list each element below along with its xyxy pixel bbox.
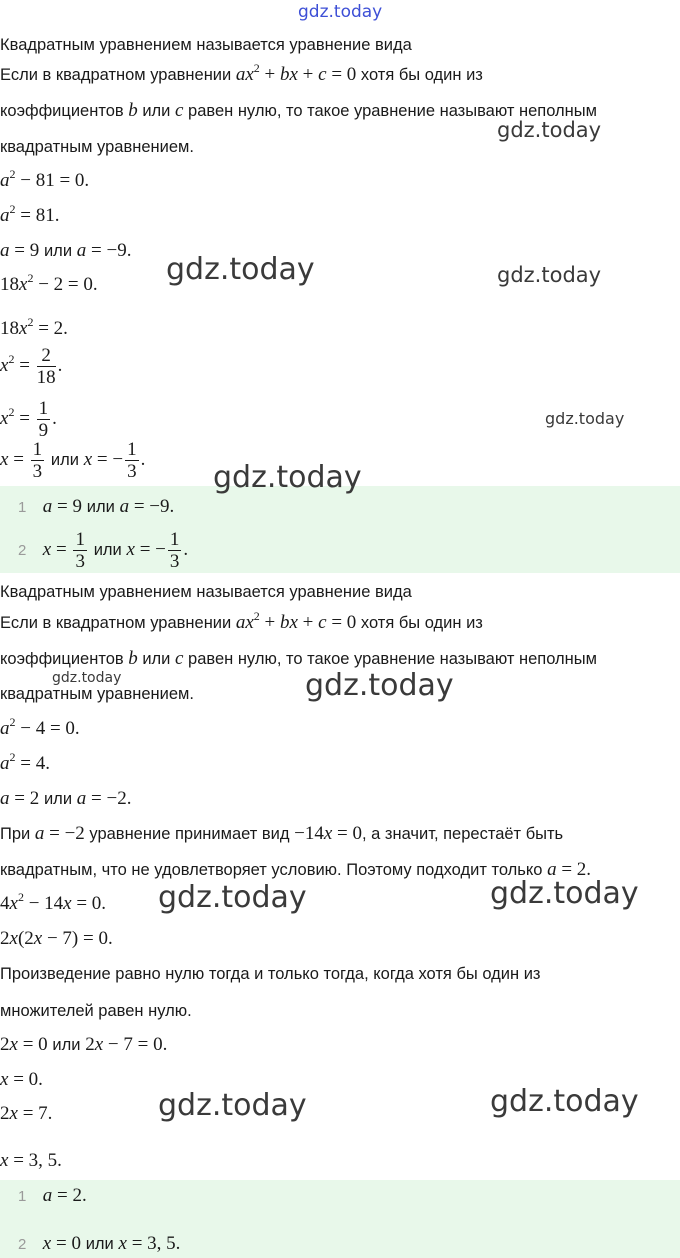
math-step: $a^2 = 4$.	[0, 750, 50, 774]
watermark: gdz.today	[158, 880, 307, 915]
math-step: $a^2 - 81 = 0$.	[0, 167, 90, 191]
math-step: a = 9 или a = −9.	[0, 240, 132, 261]
watermark: gdz.today	[497, 263, 602, 287]
condition-line-2: квадратным, что не удовлетворяет условию. Поэтому подходит только a = 2.	[0, 859, 592, 880]
coef-c: c	[174, 100, 184, 121]
line-number: 1	[18, 1188, 27, 1205]
coef-b: b	[128, 100, 138, 121]
definition-line-3	[0, 648, 597, 670]
line-number: 2	[18, 1236, 27, 1253]
coef-b: b	[128, 648, 138, 669]
math-step: 2x = 7.	[0, 1103, 53, 1124]
general-equation: $ax^2$ + bx + c = 0	[235, 61, 357, 85]
product-rule-line-2: множителей равен нулю.	[0, 1002, 192, 1020]
definition-text: равен нулю, то такое уравнение называют неполным	[188, 102, 597, 120]
math-step: $a^2 - 4 = 0$.	[0, 715, 80, 739]
watermark: gdz.today	[305, 668, 454, 703]
definition-line-2	[0, 609, 483, 634]
watermark: gdz.today	[213, 460, 362, 495]
answer-row: 2 x = $\frac{1}{3}$ или x = − $\frac{1}{3}$ .	[18, 530, 189, 572]
answer-row: 2 x = 0 или x = 3, 5.	[18, 1233, 181, 1254]
watermark: gdz.today	[490, 876, 639, 911]
line-number: 1	[18, 499, 27, 516]
math-step: $a^2 = 81$.	[0, 202, 60, 226]
answer-box	[0, 1180, 680, 1258]
coef-c: c	[174, 648, 184, 669]
watermark-top: gdz.today	[298, 2, 383, 22]
math-step: a = 2 или a = −2.	[0, 788, 132, 809]
definition-text: коэффициентов	[0, 650, 124, 668]
condition-line-1: При a = −2 уравнение принимает вид −14x = 0, а значит, перестаёт быть	[0, 823, 564, 844]
definition-text: или	[142, 650, 171, 668]
definition-text: равен нулю, то такое уравнение называют неполным	[188, 650, 597, 668]
math-step: x = 3, 5.	[0, 1150, 62, 1171]
math-step: $4x^2 - 14x = 0$.	[0, 890, 107, 914]
watermark: gdz.today	[158, 1088, 307, 1123]
definition-text: хотя бы один из	[360, 614, 483, 632]
definition-text: хотя бы один из	[360, 66, 483, 84]
math-step: 2x = 0 или 2x − 7 = 0.	[0, 1034, 168, 1055]
math-step: $x^2$ = $\frac{2}{18}$ .	[0, 345, 63, 388]
definition-text: или	[142, 102, 171, 120]
math-step: $x^2$ = $\frac{1}{9}$ .	[0, 398, 57, 441]
product-rule-line-1: Произведение равно нулю тогда и только тогда, когда хотя бы один из	[0, 965, 541, 983]
watermark: gdz.today	[490, 1084, 639, 1119]
definition-line-4: квадратным уравнением.	[0, 138, 194, 156]
math-step: $18x^2 - 2 = 0$.	[0, 271, 98, 295]
math-step: $18x^2 = 2$.	[0, 315, 68, 339]
definition-line-2	[0, 61, 483, 86]
watermark: gdz.today	[497, 118, 602, 142]
math-step: x = $\frac{1}{3}$ или x = − $\frac{1}{3}$ .	[0, 440, 146, 482]
definition-text: коэффициентов	[0, 102, 124, 120]
general-equation: $ax^2$ + bx + c = 0	[235, 609, 357, 633]
definition-line-1: Квадратным уравнением называется уравнение вида	[0, 583, 412, 601]
answer-row: 1 a = 9 или a = −9.	[18, 496, 175, 517]
answer-row: 1 a = 2.	[18, 1185, 87, 1206]
definition-text: Если в квадратном уравнении	[0, 66, 232, 84]
answer-box	[0, 486, 680, 573]
watermark: gdz.today	[545, 409, 625, 428]
line-number: 2	[18, 541, 27, 559]
math-step: x = 0.	[0, 1069, 43, 1090]
watermark: gdz.today	[52, 670, 122, 686]
watermark: gdz.today	[166, 252, 315, 287]
definition-line-1: Квадратным уравнением называется уравнение вида	[0, 36, 412, 54]
definition-text: Если в квадратном уравнении	[0, 614, 232, 632]
definition-line-4: квадратным уравнением.	[0, 685, 194, 703]
math-step: 2x(2x − 7) = 0.	[0, 928, 113, 949]
